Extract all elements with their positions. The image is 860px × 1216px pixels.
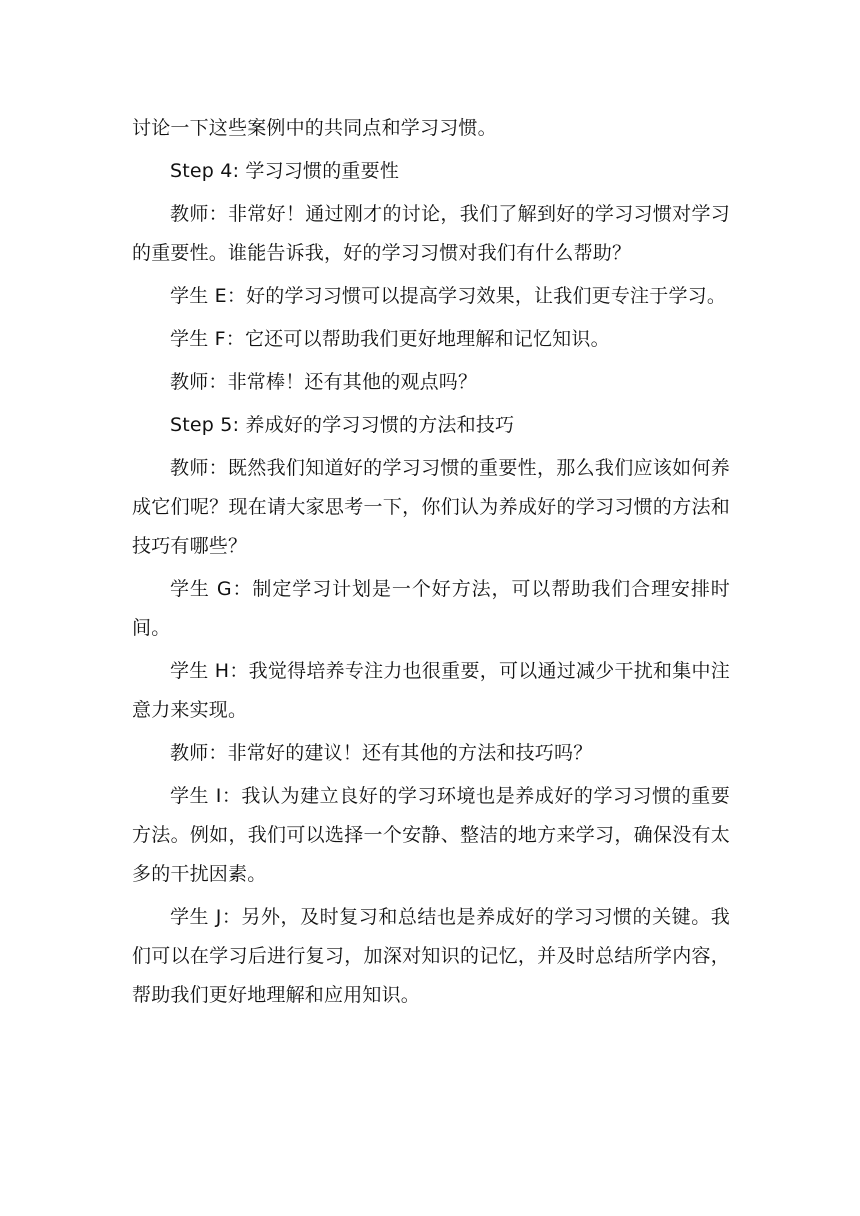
paragraph-teacher-3: 教师：既然我们知道好的学习习惯的重要性，那么我们应该如何养成它们呢？现在请大家思考一下，你们认为养成好的学习习惯的方法和技巧有哪些？ bbox=[132, 457, 730, 557]
paragraph-student-g: 学生 G：制定学习计划是一个好方法，可以帮助我们合理安排时间。 bbox=[132, 578, 730, 639]
heading-step-4: Step 4: 学习习惯的重要性 bbox=[170, 160, 400, 182]
paragraph-teacher-2: 教师：非常棒！还有其他的观点吗？ bbox=[170, 371, 478, 393]
paragraph-teacher-1: 教师：非常好！通过刚才的讨论，我们了解到好的学习习惯对学习的重要性。谁能告诉我，好的学习习惯对我们有什么帮助？ bbox=[132, 203, 730, 264]
paragraph-student-e: 学生 E：好的学习习惯可以提高学习效果，让我们更专注于学习。 bbox=[170, 285, 727, 307]
paragraph-student-j: 学生 J：另外，及时复习和总结也是养成好的学习习惯的关键。我们可以在学习后进行复习，加深对知识的记忆，并及时总结所学内容，帮助我们更好地理解和应用知识。 bbox=[132, 906, 730, 1006]
paragraph-student-i: 学生 I：我认为建立良好的学习环境也是养成好的学习习惯的重要方法。例如，我们可以选择一个安静、整洁的地方来学习，确保没有太多的干扰因素。 bbox=[132, 785, 730, 885]
paragraph-teacher-4: 教师：非常好的建议！还有其他的方法和技巧吗？ bbox=[170, 742, 593, 764]
paragraph-continuation: 讨论一下这些案例中的共同点和学习习惯。 bbox=[132, 117, 497, 139]
heading-step-5: Step 5: 养成好的学习习惯的方法和技巧 bbox=[170, 414, 515, 436]
paragraph-student-h: 学生 H：我觉得培养专注力也很重要，可以通过减少干扰和集中注意力来实现。 bbox=[132, 660, 730, 721]
paragraph-student-f: 学生 F：它还可以帮助我们更好地理解和记忆知识。 bbox=[170, 328, 610, 350]
document-body bbox=[132, 109, 730, 1015]
